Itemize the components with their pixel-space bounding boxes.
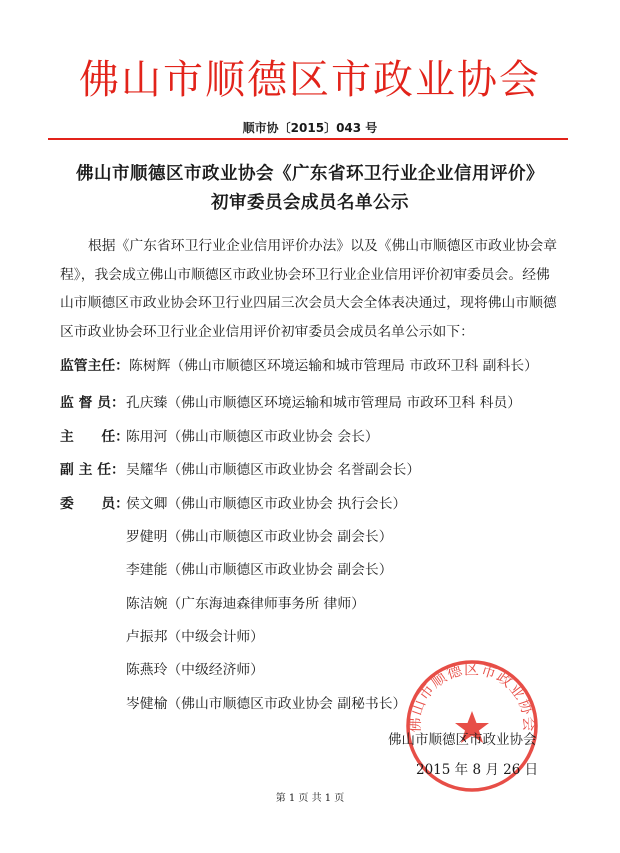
member-entry: 陈用河（佛山市顺德区市政业协会 会长）	[126, 429, 379, 445]
member-row	[60, 694, 406, 714]
member-row	[60, 627, 264, 647]
member-entry: 陈燕玲（中级经济师）	[126, 662, 264, 678]
member-role: 主 任：	[60, 429, 129, 445]
member-entry: 孔庆臻（佛山市顺德区环境运输和城市管理局 市政环卫科 科员）	[126, 395, 522, 411]
member-row	[60, 427, 379, 447]
letterhead-title: 佛山市顺德区市政业协会	[79, 57, 541, 103]
member-entry: 罗健明（佛山市顺德区市政业协会 副会长）	[126, 529, 393, 545]
document-title-line-2: 初审委员会成员名单公示	[211, 193, 409, 213]
intro-paragraph	[60, 232, 560, 346]
member-role: 监 督 员：	[60, 395, 125, 411]
member-row	[60, 393, 521, 413]
letterhead-divider	[48, 138, 568, 140]
seal-text: 佛山市顺德区市政业协会	[405, 660, 539, 733]
member-row	[60, 356, 538, 376]
signature-date: 2015 年 8 月 26 日	[416, 762, 539, 778]
intro-line: 山市顺德区市政业协会环卫行业四届三次会员大会全体表决通过，现将佛山市顺德	[60, 295, 557, 311]
member-entry: 岑健榆（佛山市顺德区市政业协会 副秘书长）	[126, 696, 407, 712]
member-row	[60, 494, 406, 514]
member-role: 副 主 任：	[60, 462, 125, 478]
member-entry: 陈树辉（佛山市顺德区环境运输和城市管理局 市政环卫科 副科长）	[128, 358, 538, 374]
signature-organization: 佛山市顺德区市政业协会	[388, 732, 537, 748]
document-title-line-1: 佛山市顺德区市政业协会《广东省环卫行业企业信用评价》	[76, 164, 544, 184]
intro-line: 程》，我会成立佛山市顺德区市政业协会环卫行业企业信用评价初审委员会。经佛	[60, 266, 550, 283]
member-role: 监管主任：	[60, 358, 129, 374]
page-footer: 第 1 页 共 1 页	[275, 793, 345, 804]
member-row	[60, 560, 393, 580]
member-row	[60, 460, 420, 480]
member-entry: 吴耀华（佛山市顺德区市政业协会 名誉副会长）	[126, 462, 421, 478]
member-row	[60, 660, 264, 680]
member-row	[60, 527, 393, 547]
member-entry: 陈洁婉（广东海迪森律师事务所 律师）	[126, 596, 365, 612]
intro-line: 根据《广东省环卫行业企业信用评价办法》以及《佛山市顺德区市政业协会章	[88, 238, 558, 254]
member-row	[60, 594, 365, 614]
member-role: 委 员：	[60, 496, 129, 512]
member-entry: 李建能（佛山市顺德区市政业协会 副会长）	[126, 562, 393, 578]
member-entry: 侯文卿（佛山市顺德区市政业协会 执行会长）	[126, 496, 407, 512]
document-number: 顺市协〔2015〕043 号	[242, 121, 378, 135]
intro-line: 区市政业协会环卫行业企业信用评价初审委员会成员名单公示如下：	[60, 323, 474, 340]
member-entry: 卢振邦（中级会计师）	[126, 629, 264, 645]
